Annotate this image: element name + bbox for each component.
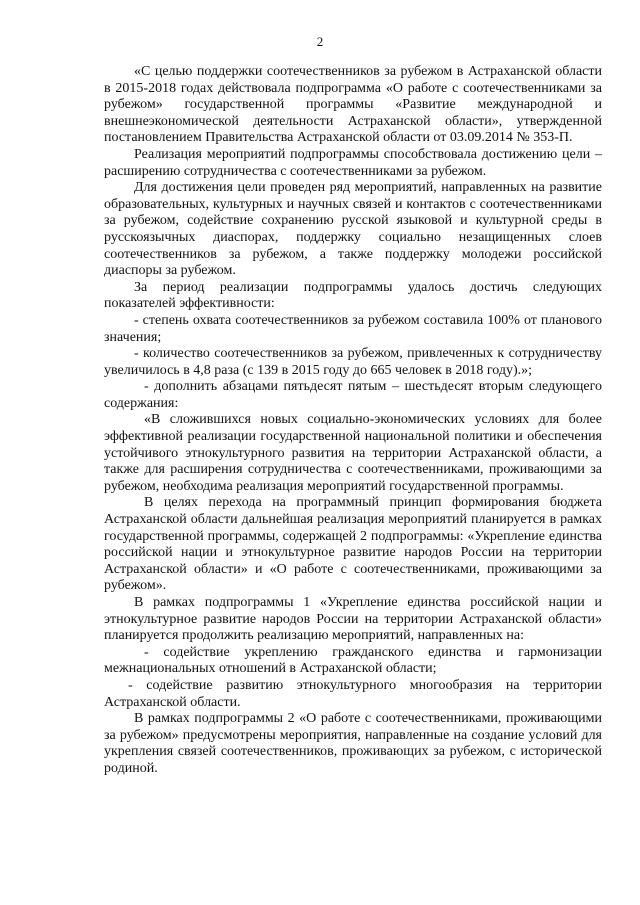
paragraph-subprogram-1: В рамках подпрограммы 1 «Укрепление единства российской нации и этнокультурное развитие народов России на территории Астраханской области» планируется продолжить реализацию мероприятий, направленных на: bbox=[104, 595, 602, 644]
list-item-civic-unity: - содействие укреплению гражданского единства и гармонизации межнациональных отношений в Астраханской области; bbox=[104, 644, 602, 677]
document-body bbox=[104, 64, 602, 778]
paragraph-activities: Для достижения цели проведен ряд мероприятий, направленных на развитие образовательных, культурных и научных связей и контактов с соотечественниками за рубежом, содействие сохранению русской языковой и культурной среды в русскоязычных диаспорах, поддержку социально незащищенных слоев соотечественников за рубежом, а также поддержку молодежи российской диаспоры за рубежом. bbox=[104, 180, 602, 279]
paragraph-program-transition: В целях перехода на программный принцип формирования бюджета Астраханской области дальнейшая реализация мероприятий планируется в рамках государственной программы, содержащей 2 подпрограммы: «Укрепление единства российской нации и этнокультурное развитие народов России на территории Астраханской области» и «О работе с соотечественниками, проживающими за рубежом». bbox=[104, 495, 602, 594]
paragraph-subprogram-2: В рамках подпрограммы 2 «О работе с соотечественниками, проживающими за рубежом» предусмотрены мероприятия, направленные на создание условий для укрепления связей соотечественников, проживающих за рубежом, с исторической родиной. bbox=[104, 711, 602, 776]
paragraph-goal: Реализация мероприятий подпрограммы способствовала достижению цели – расширению сотрудничества с соотечественниками за рубежом. bbox=[104, 146, 602, 179]
amendment-instruction: - дополнить абзацами пятьдесят пятым – шестьдесят вторым следующего содержания: bbox=[104, 379, 602, 411]
list-item-coverage: - степень охвата соотечественников за рубежом составила 100% от планового значения; bbox=[104, 312, 602, 345]
paragraph-subprogram-intro: «С целью поддержки соотечественников за рубежом в Астраханской области в 2015-2018 годах действовала подпрограмма «О работе с соотечественниками за рубежом» государственной программы «Развитие международной и внешнеэкономической деятельности Астраханской области», утвержденной постановлением Правительства Астраханской области от 03.09.2014 № 353-П. bbox=[104, 64, 602, 146]
list-item-count: - количество соотечественников за рубежом, привлеченных к сотрудничеству увеличилось в 4,8 раза (с 139 в 2015 году до 665 человек в 2018 году).»; bbox=[104, 346, 602, 378]
paragraph-new-conditions: «В сложившихся новых социально-экономических условиях для более эффективной реализации государственной национальной политики и обеспечения устойчивого этнокультурного развития на территории Астраханской области, а также для расширения сотрудничества с соотечественниками, проживающими за рубежом, необходима реализация мероприятий государственной программы. bbox=[104, 412, 602, 494]
list-item-ethnocultural: - содействие развитию этнокультурного многообразия на территории Астраханской области. bbox=[104, 677, 602, 710]
paragraph-indicators-intro: За период реализации подпрограммы удалось достичь следующих показателей эффективности: bbox=[104, 279, 602, 312]
page-number: 2 bbox=[316, 34, 324, 49]
